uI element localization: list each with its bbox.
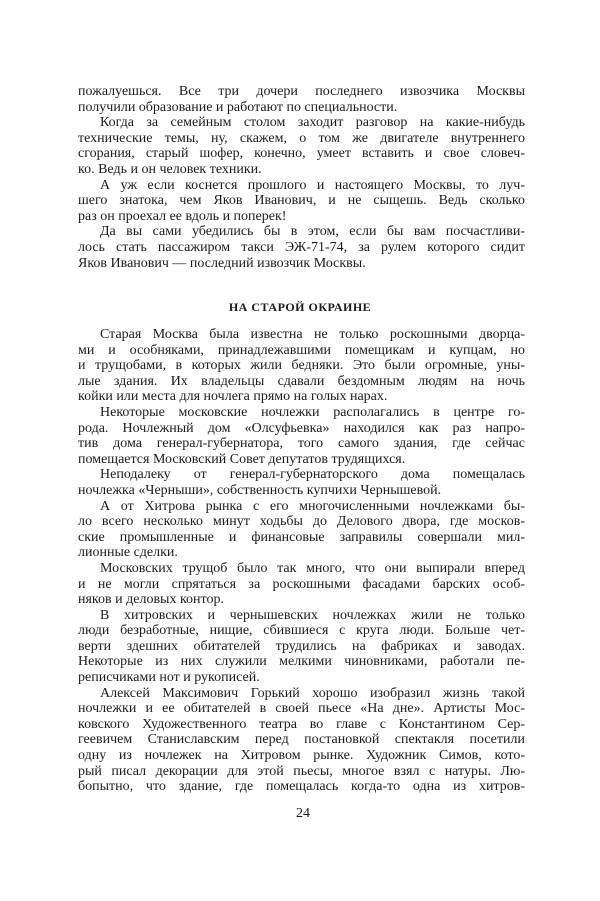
text-line: Некоторые московские ночлежки располагались в центре го-	[100, 404, 525, 420]
text-line: Некоторые из них служили мелкими чиновниками, работали пе-	[78, 654, 525, 670]
text-line: ковского Художественного театра во главе с Константином Сер-	[78, 716, 525, 732]
paragraph	[78, 224, 525, 271]
text-line: Яков Иванович — последний извозчик Москвы.	[78, 255, 366, 271]
text-line: няков и деловых контор.	[78, 592, 224, 608]
text-line: Алексей Максимович Горький хорошо изобразил жизнь такой	[100, 685, 525, 701]
text-line: тив дома генерал-губернатора, того самого здания, где сейчас	[78, 436, 525, 452]
paragraph	[78, 178, 525, 225]
text-line: верти здешних обитателей трудились на фабриках и заводах.	[78, 638, 525, 654]
page-number: 24	[296, 806, 310, 821]
chapter-heading: НА СТАРОЙ ОКРАИНЕ	[228, 300, 372, 314]
text-line: лось стать пассажиром такси ЭЖ-71-74, за рулем которого сидит	[78, 239, 525, 255]
paragraph	[78, 84, 525, 115]
paragraph	[78, 561, 525, 608]
text-line: получили образование и работают по специальности.	[78, 99, 398, 115]
text-line: помещается Московский Совет депутатов трудящихся.	[78, 451, 406, 467]
text-section-2	[78, 327, 525, 795]
paragraph	[78, 467, 525, 498]
text-line: ночлежка «Черныши», собственность купчихи Чернышевой.	[78, 482, 442, 498]
paragraph	[78, 686, 525, 795]
text-line: геевичем Станиславским перед постановкой спектакля посетили	[78, 732, 525, 748]
text-line: бопытно, что здание, где помещалась когда-то одна из хитров-	[78, 779, 525, 795]
text-line: А от Хитрова рынка с его многочисленными ночлежками бы-	[100, 498, 525, 514]
text-line: пожалуешься. Все три дочери последнего извозчика Москвы	[78, 84, 525, 99]
text-line: сгорания, старый шофер, конечно, умеет вставить и свое словеч-	[78, 146, 525, 162]
text-line: А уж если коснется прошлого и настоящего Москвы, то луч-	[100, 177, 525, 193]
text-line: рода. Ночлежный дом «Олсуфьевка» находился как раз напро-	[78, 420, 525, 436]
text-section-1	[78, 84, 525, 271]
text-line: Московских трущоб было так много, что они выпирали вперед	[100, 560, 525, 576]
text-line: Да вы сами убедились бы в этом, если бы вам посчастливи-	[100, 224, 525, 240]
text-line: Когда за семейным столом заходит разговор на какие-нибудь	[100, 115, 525, 131]
paragraph	[78, 608, 525, 686]
text-line: ночлежки и ее обитателей в своей пьесе «На дне». Артисты Мос-	[78, 701, 525, 717]
text-line: лионные сделки.	[78, 545, 178, 561]
text-line: и трущобами, в которых жили бедняки. Это были огромные, уны-	[78, 358, 525, 374]
text-line: ло всего несколько минут ходьбы до Делового двора, где москов-	[78, 514, 525, 530]
text-line: люди безработные, нищие, сбившиеся с круга люди. Больше чет-	[78, 623, 525, 639]
paragraph	[78, 499, 525, 561]
text-line: технические темы, ну, скажем, о том же двигателе внутреннего	[78, 130, 525, 146]
text-line: В хитровских и чернышевских ночлежках жили не только	[100, 607, 525, 623]
paragraph	[78, 405, 525, 467]
paragraph	[78, 115, 525, 177]
text-line: Старая Москва была известна не только роскошными дворца-	[100, 327, 525, 342]
text-line: ские промышленные и финансовые заправилы совершали мил-	[78, 529, 525, 545]
text-line: одну из ночлежек на Хитровом рынке. Художник Симов, кото-	[78, 748, 525, 764]
text-line: и не могли спрятаться за роскошными фасадами барских особ-	[78, 576, 525, 592]
text-line: койки или места для ночлега прямо на голых нарах.	[78, 389, 388, 405]
text-line: ко. Ведь и он человек техники.	[78, 161, 262, 177]
text-line: Неподалеку от генерал-губернаторского дома помещалась	[100, 467, 525, 483]
text-line: лые здания. Их владельцы сдавали бездомным людям на ночь	[78, 373, 525, 389]
paragraph	[78, 327, 525, 405]
text-line: шего знатока, чем Яков Иванович, и не сыщешь. Ведь сколько	[78, 193, 525, 209]
text-line: раз он проехал ее вдоль и поперек!	[78, 208, 287, 224]
text-line: ми и особняками, принадлежавшими помещикам и купцам, но	[78, 342, 525, 358]
text-line: реписчиками нот и рукописей.	[78, 670, 260, 686]
text-line: рый писал декорации для этой пьесы, многое взял с натуры. Лю-	[78, 763, 525, 779]
